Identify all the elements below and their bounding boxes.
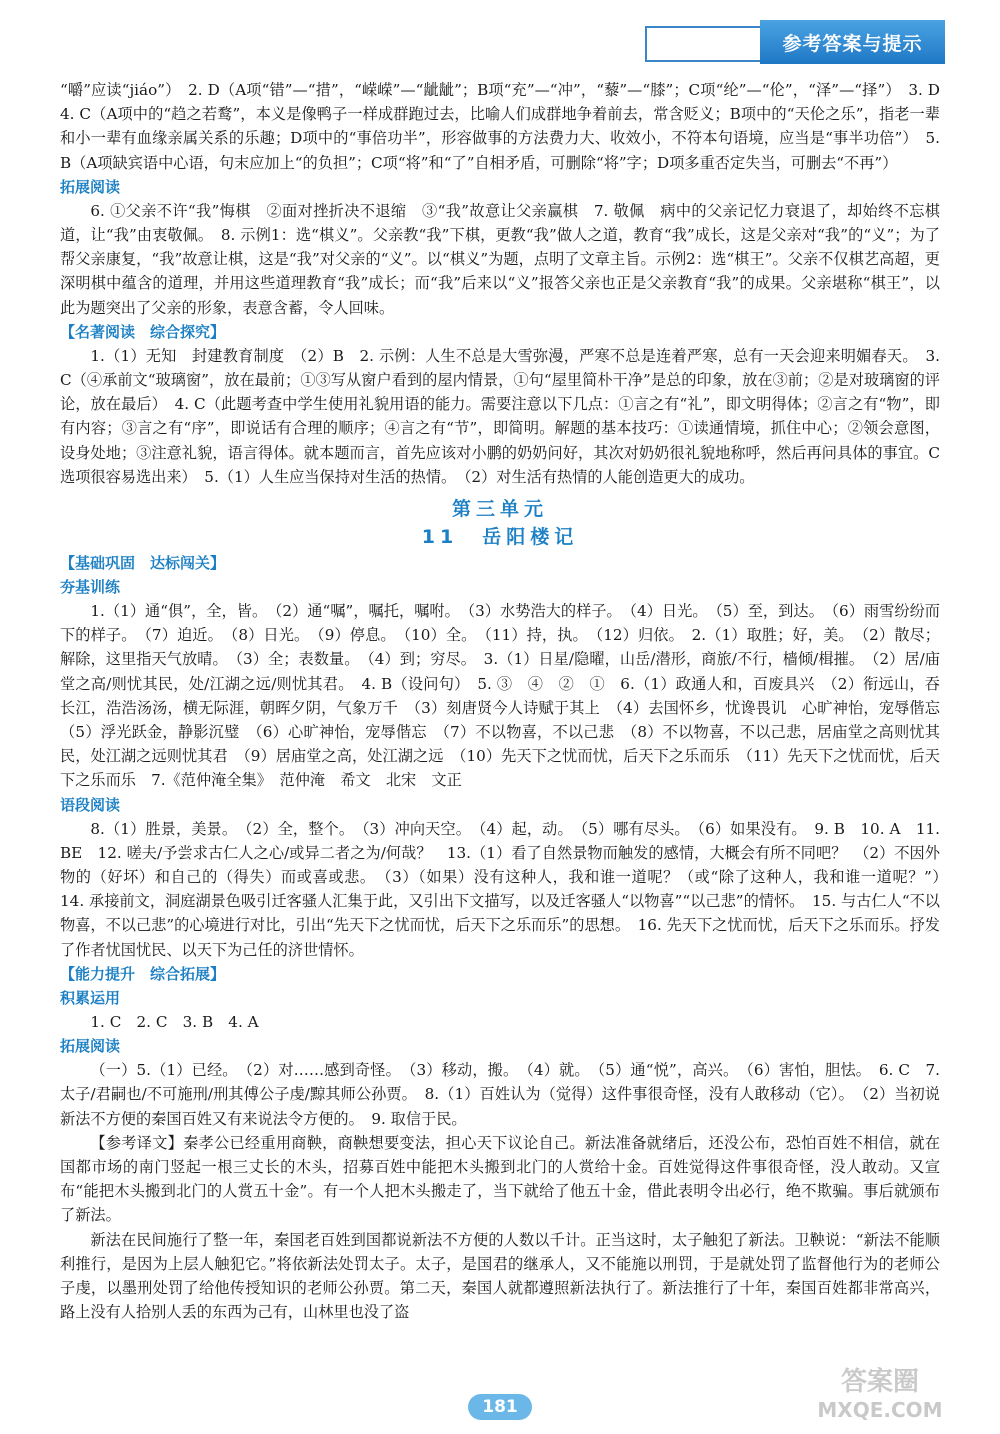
section-heading: 积累运用 bbox=[60, 988, 121, 1007]
header-title: 参考答案与提示 bbox=[760, 20, 945, 64]
answer-paragraph: （一）5.（1）已经。 （2）对……感到奇怪。 （3）移动，搬。 （4）就。 （5）通“悦”，高兴。 （6）害怕，胆怯。 6. C 7. 太子/君嗣也/不可施刑/刑其傅公子虔/黥其师公孙贾。 8.（1）百姓认为（觉得）这件事很奇怪，没有人敢移动（它）。 （2）当初说新法不方便的秦国百姓又有来说法令方便的。 9. 取信于民。 bbox=[60, 1061, 940, 1128]
answer-paragraph: 1.（1）无知 封建教育制度 （2）B 2. 示例：人生不总是大雪弥漫，严寒不总是连着严寒，总有一天会迎来明媚春天。 3. C（④承前文“玻璃窗”，放在最前；①③写从窗户看到的屋内情景，①句“屋里简朴干净”是总的印象，放在③前；②是对玻璃窗的评论，放在最后） 4. C（此题考查中学生使用礼貌用语的能力。需要注意以下几点：①言之有“礼”，即文明得体；②言之有“物”，即有内容；③言之有“序”，即说话有合理的顺序；④言之有“节”，即简明。解题的基本技巧：①读通情境，抓住中心；②领会意图，设身处地；③注意礼貌，语言得体。就本题而言，首先应该对小鹏的奶奶问好，其次对奶奶很礼貌地称呼，然后再问具体的事宜。C选项很容易选出来） 5.（1）人生应当保持对生活的热情。 （2）对生活有热情的人能创造更大的成功。 bbox=[60, 346, 940, 486]
section-heading: 【名著阅读 综合探究】 bbox=[60, 322, 226, 341]
answer-paragraph: 新法在民间施行了整一年，秦国老百姓到国都说新法不方便的人数以千计。正当这时，太子触犯了新法。卫鞅说：“新法不能顺利推行，是因为上层人触犯它。”将依新法处罚太子。太子，是国君的继承人，又不能施以刑罚，于是就处罚了监督他行为的老师公子虔，以墨刑处罚了给他传授知识的老师公孙贾。第二天，秦国人就都遵照新法执行了。新法推行了十年，秦国百姓都非常高兴，路上没有人拾别人丢的东西为己有，山林里也没了盗 bbox=[60, 1230, 940, 1322]
section-heading: 拓展阅读 bbox=[60, 177, 121, 196]
answer-paragraph: “嚼”应读“jiáo”） 2. D（A项“错”—“措”，“嵘嵘”—“龇龇”；B项“充”—“冲”，“藜”—“膝”；C项“纶”—“伦”，“泽”—“择”） 3. D 4. C（A项中的“趋之若鹜”，本义是像鸭子一样成群跑过去，比喻人们成群地争着前去，常含贬义；B项中的“天伦之乐”，指老一辈和小一辈有血缘亲属关系的乐趣；D项中的“事倍功半”，形容做事的方法费力大、收效小，不符本句语境，应当是“事半功倍”） 5. B（A项缺宾语中心语，句末应加上“的负担”；C项“将”和“了”自相矛盾，可删除“将”字；D项多重否定失当，可删去“不再”） bbox=[60, 81, 956, 172]
section-heading: 语段阅读 bbox=[60, 795, 121, 814]
answer-content bbox=[60, 78, 956, 1324]
answer-paragraph: 6. ①父亲不许“我”悔棋 ②面对挫折决不退缩 ③“我”故意让父亲赢棋 7. 敬佩 病中的父亲记忆力衰退了，却始终不忘棋道，让“我”由衷敬佩。 8. 示例1：选“棋义”。父亲教“我”下棋，更教“我”做人之道，教育“我”成长，这是父亲对“我”的“义”；为了帮父亲康复，“我”故意让棋，这是“我”对父亲的“义”。以“棋义”为题，点明了文章主旨。示例2：选“棋王”。父亲不仅棋艺高超，更深明棋中蕴含的道理，并用这些道理教育“我”成长；而“我”后来以“义”报答父亲也正是父亲教育“我”的成果。父亲堪称“棋王”，以此为题突出了父亲的形象，表意含蓄，令人回味。 bbox=[60, 201, 940, 317]
answer-paragraph: 8.（1）胜景，美景。 （2）全，整个。 （3）冲向天空。 （4）起，动。 （5）哪有尽头。 （6）如果没有。 9. B 10. A 11. BE 12. 嗟夫/予尝求古仁人之心/或异二者之为/何哉？ 13.（1）看了自然景物而触发的感情，大概会有所不同吧？ （2）不因外物的（好坏）和自己的（得失）而或喜或悲。 （3）（如果）没有这种人，我和谁一道呢？（或“除了这种人，我和谁一道呢？”） 14. 承接前文，洞庭湖景色吸引迁客骚人汇集于此，又引出下文描写，以及迁客骚人“以物喜”“以己悲”的情怀。 15. 与古仁人“不以物喜，不以己悲”的心境进行对比，引出“先天下之忧而忧，后天下之乐而乐”的思想。 16. 先天下之忧而忧，后天下之乐而乐。抒发了作者忧国忧民、以天下为己任的济世情怀。 bbox=[60, 819, 956, 959]
lesson-title: 11 岳阳楼记 bbox=[421, 526, 579, 549]
section-heading: 【基础巩固 达标闯关】 bbox=[60, 554, 226, 573]
watermark-url: MXQE.COM bbox=[817, 1398, 943, 1422]
answer-paragraph: 1. C 2. C 3. B 4. A bbox=[90, 1012, 259, 1031]
header-frame bbox=[645, 26, 762, 62]
watermark-logo bbox=[790, 1368, 970, 1428]
watermark-text: 答案圈 bbox=[840, 1367, 919, 1397]
section-heading: 拓展阅读 bbox=[60, 1037, 121, 1056]
answer-paragraph: 1.（1）通“俱”，全，皆。 （2）通“嘱”，嘱托，嘱咐。 （3）水势浩大的样子。 （4）日光。 （5）至，到达。 （6）雨雪纷纷而下的样子。 （7）迫近。 （8）日光。 （9）停息。 （10）全。 （11）持，执。 （12）归依。 2.（1）取胜；好，美。 （2）散尽；解除，这里指天气放晴。 （3）全；表数量。 （4）到；穷尽。 3.（1）日星/隐曜，山岳/潜形，商旅/不行，樯倾/楫摧。 （2）居/庙堂之高/则忧其民，处/江湖之远/则忧其君。 4. B（设问句） 5. ③ ④ ② ① 6.（1）政通人和，百废具兴 （2）衔远山，吞长江，浩浩汤汤，横无际涯，朝晖夕阴，气象万千 （3）刻唐贤今人诗赋于其上 （4）去国怀乡，忧谗畏讥 心旷神怡，宠辱偕忘 （5）浮光跃金，静影沉璧 （6）心旷神怡，宠辱偕忘 （7）不以物喜，不以己悲 （8）不以物喜，不以己悲，居庙堂之高则忧其民，处江湖之远则忧其君 （9）居庙堂之高，处江湖之远 （10）先天下之忧而忧，后天下之乐而乐 （11）先天下之忧而忧，后天下之乐而乐 7.《范仲淹全集》 范仲淹 希文 北宋 文正 bbox=[60, 602, 956, 790]
section-heading: 【能力提升 综合拓展】 bbox=[60, 964, 226, 983]
section-heading: 夯基训练 bbox=[60, 578, 121, 597]
unit-title: 第三单元 bbox=[451, 498, 548, 521]
page-number: 181 bbox=[468, 1394, 532, 1420]
answer-paragraph: 【参考译文】秦孝公已经重用商鞅，商鞅想要变法，担心天下议论自己。新法准备就绪后，还没公布，恐怕百姓不相信，就在国都市场的南门竖起一根三丈长的木头，招募百姓中能把木头搬到北门的人赏给十金。百姓觉得这件事很奇怪，没人敢动。又宣布“能把木头搬到北门的人赏五十金”。有一个人把木头搬走了，当下就给了他五十金，借此表明令出必行，绝不欺骗。事后就颁布了新法。 bbox=[60, 1133, 940, 1225]
